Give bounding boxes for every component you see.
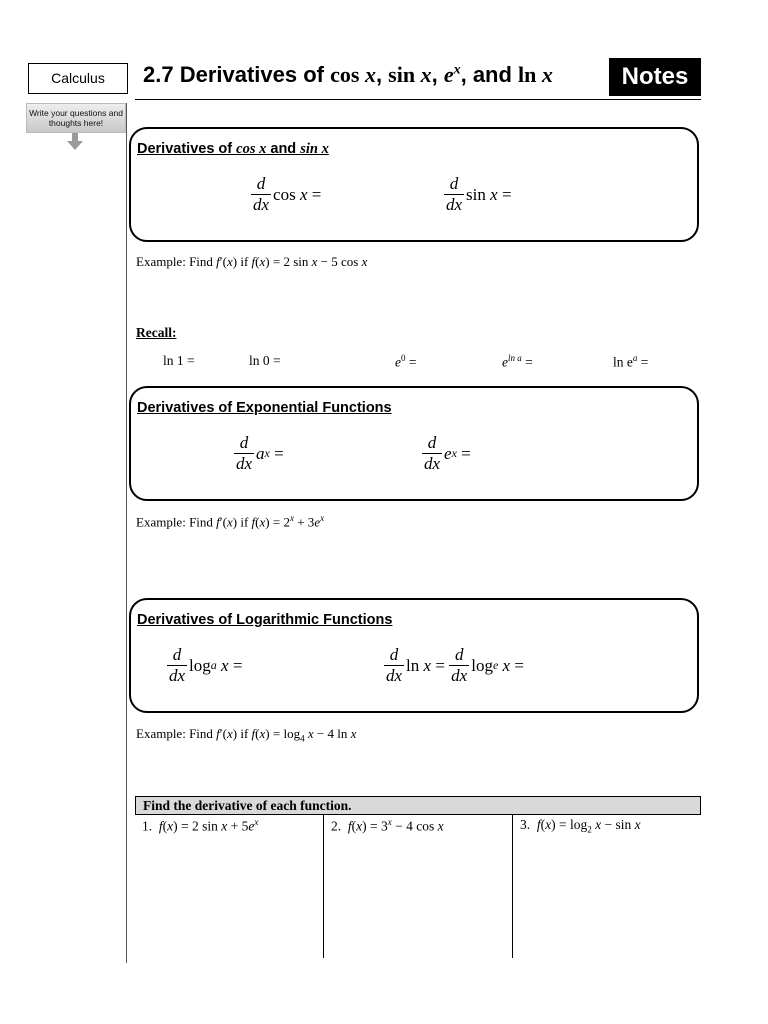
example-exponential: Example: Find f′(x) if $f(x) = 2^x + 3e^x$ xyxy=(136,513,325,530)
example-logarithmic: Example: Find f′(x) if $f(x) = \log_4 x - 4$ ln x xyxy=(136,726,357,744)
trig-derivatives-box xyxy=(129,127,699,242)
practice-table xyxy=(135,796,701,958)
recall-ln1: ln 1 = xyxy=(163,353,195,368)
sin-derivative: $\frac{d}{dx}$ sin x = xyxy=(446,174,512,214)
title-rule xyxy=(135,99,701,100)
cos-derivative: $\frac{d}{dx}$ cos x = xyxy=(253,174,322,214)
exponential-heading: Derivatives of Exponential Functions xyxy=(137,400,392,416)
recall-e0: $e^0$ = xyxy=(395,353,417,370)
e-to-x-derivative: $\frac{d}{dx}$ e x = xyxy=(424,433,471,473)
margin-divider xyxy=(126,103,127,963)
exponential-derivatives-box xyxy=(129,386,699,501)
course-label: Calculus xyxy=(28,63,128,94)
practice-problem-3[interactable]: 3. $f(x) = \log_2 x - \sin x$ xyxy=(512,815,701,958)
a-to-x-derivative: $\frac{d}{dx}$ a x = xyxy=(236,433,284,473)
page-title: 2.7 Derivatives of cos x, sin x, $e^x$, and ln x xyxy=(143,62,553,87)
log-a-derivative: $\frac{d}{dx}$ log a x = xyxy=(169,645,243,685)
recall-label: Recall: xyxy=(136,325,177,340)
example-trig: Example: Find f′(x) if f(x) = 2 sin x − 5 cos x xyxy=(136,254,368,269)
notes-badge: Notes xyxy=(609,58,701,96)
recall-e-ln-a: $e^{ln a}$ = xyxy=(502,353,533,370)
practice-header: Find the derivative of each function. xyxy=(135,796,701,815)
logarithmic-heading: Derivatives of Logarithmic Functions xyxy=(137,612,393,628)
practice-problem-2[interactable]: 2. $f(x) = 3^x - 4$ cos x xyxy=(323,815,512,958)
arrow-down-icon xyxy=(66,133,84,151)
practice-problem-1[interactable]: 1. f(x) = 2 $\sin x + 5e^x$ xyxy=(142,817,259,834)
ln-derivative: $\frac{d}{dx}$ ln x = $\frac{d}{dx}$ log e x = xyxy=(386,645,524,685)
notes-prompt: Write your questions and thoughts here! xyxy=(26,103,126,133)
recall-ln-e-a: $\ln e^a$ = xyxy=(613,353,649,370)
recall-ln0: ln 0 = xyxy=(249,353,281,368)
trig-heading: Derivatives of cos x and sin x xyxy=(137,141,329,157)
logarithmic-derivatives-box xyxy=(129,598,699,713)
